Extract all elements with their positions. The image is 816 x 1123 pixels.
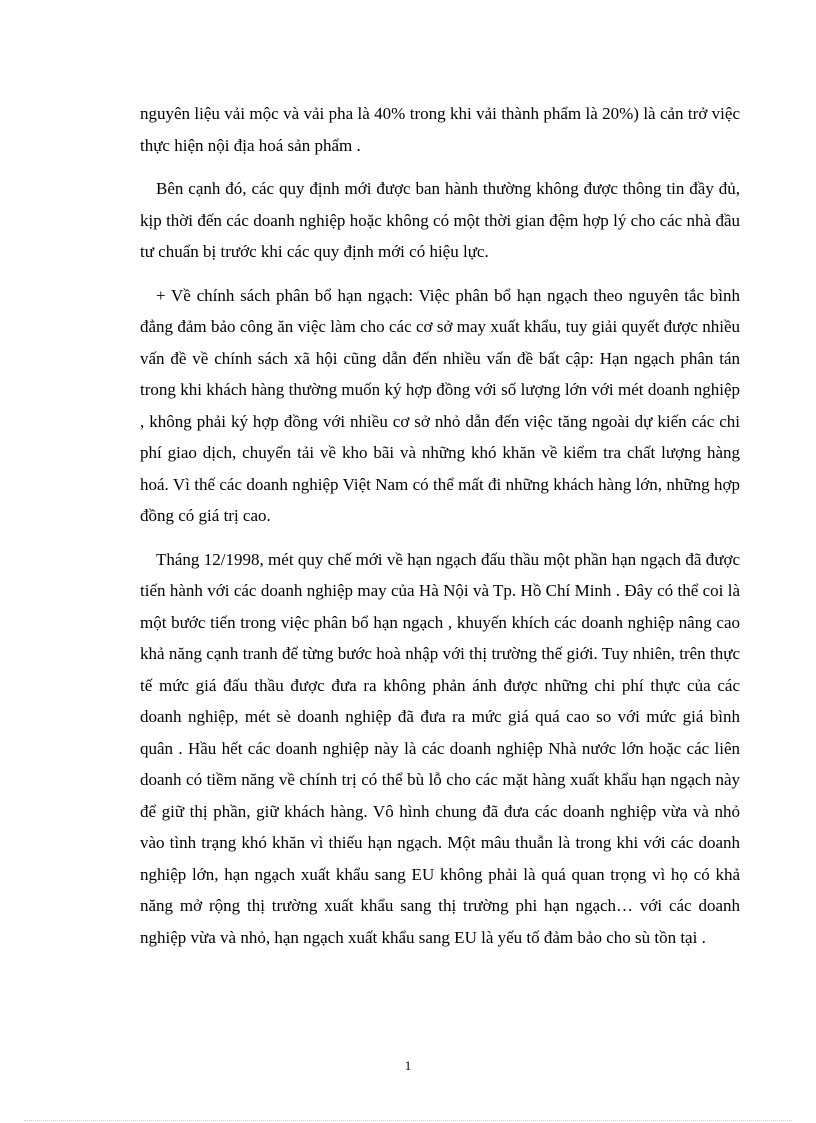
paragraph-continued-from-previous-page: nguyên liệu vải mộc và vải pha là 40% trong khi vải thành phẩm là 20%) là cản trở việc thực hiện nội địa hoá sản phẩm . bbox=[140, 104, 740, 155]
paragraph-regulations: Bên cạnh đó, các quy định mới được ban hành thường không được thông tin đầy đủ, kịp thời đến các doanh nghiệp hoặc không có một thời gian đệm hợp lý cho các nhà đầu tư chuẩn bị trước khi các quy định mới có hiệu lực. bbox=[140, 179, 740, 261]
paragraph-quota-allocation-policy: + Về chính sách phân bổ hạn ngạch: Việc phân bổ hạn ngạch theo nguyên tắc bình đẳng đảm bảo công ăn việc làm cho các cơ sở may xuất khẩu, tuy giải quyết được nhiều vấn đề về chính sách xã hội cũng dẫn đến nhiều vấn đề bất cập: Hạn ngạch phân tán trong khi khách hàng thường muốn ký hợp đồng với số lượng lớn với mét doanh nghiệp , không phải ký hợp đồng với nhiều cơ sở nhỏ dẫn đến việc tăng ngoài dự kiến các chi phí giao dịch, chuyển tải về kho bãi và những khó khăn về kiểm tra chất lượng hàng hoá. Vì thế các doanh nghiệp Việt Nam có thể mất đi những khách hàng lớn, những hợp đồng có giá trị cao. bbox=[140, 285, 740, 525]
page-bottom-edge bbox=[24, 1120, 792, 1121]
paragraph-quota-bidding-1998: Tháng 12/1998, mét quy chế mới về hạn ngạch đấu thầu một phần hạn ngạch đã được tiến hành với các doanh nghiệp may của Hà Nội và Tp. Hồ Chí Minh . Đây có thể coi là một bước tiến trong việc phân bổ hạn ngạch , khuyến khích các doanh nghiệp nâng cao khả năng cạnh tranh để từng bước hoà nhập với thị trường thế giới. Tuy nhiên, trên thực tế mức giá đấu thầu được đưa ra không phản ánh được những chi phí thực của các doanh nghiệp, mét sè doanh nghiệp đã đưa ra mức giá quá cao so với mức giá bình quân . Hầu hết các doanh nghiệp này là các doanh nghiệp Nhà nước lớn hoặc các liên doanh có tiềm năng về chính trị có thể bù lỗ cho các mặt hàng xuất khẩu hạn ngạch này để giữ thị phần, giữ khách hàng. Vô hình chung đã đưa các doanh nghiệp vừa và nhỏ vào tình trạng khó khăn vì thiếu hạn ngạch. Một mâu thuẫn là trong khi với các doanh nghiệp lớn, hạn ngạch xuất khẩu sang EU không phải là quá quan trọng vì họ có khả năng mở rộng thị trường xuất khẩu sang thị trường phi hạn ngạch… với các doanh nghiệp vừa và nhỏ, hạn ngạch xuất khẩu sang EU là yếu tố đảm bảo cho sù tồn tại . bbox=[140, 549, 740, 947]
document-body bbox=[140, 98, 740, 965]
page-number: 1 bbox=[404, 1058, 412, 1073]
